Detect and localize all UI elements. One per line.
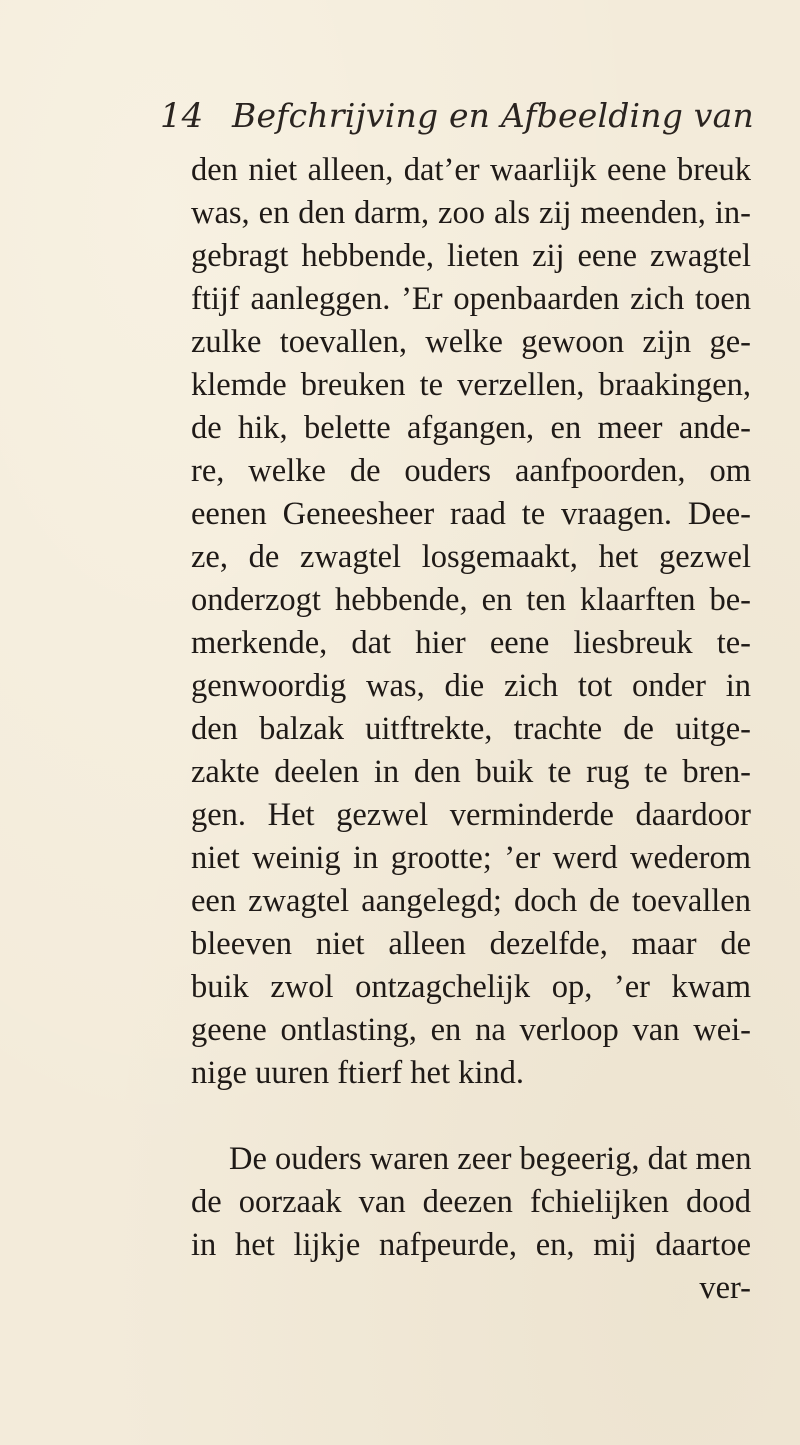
text-line: re, welke de ouders aanfpoorden, om bbox=[191, 453, 751, 489]
body-text bbox=[191, 149, 751, 1310]
text-line: zakte deelen in den buik te rug te bren- bbox=[191, 754, 751, 790]
running-title: Befchrijving en Afbeelding van bbox=[232, 96, 754, 135]
paragraph bbox=[191, 149, 751, 1095]
text-line: zulke toevallen, welke gewoon zijn ge- bbox=[191, 324, 751, 360]
text-line: genwoordig was, die zich tot onder in bbox=[191, 668, 751, 704]
text-line: de hik, belette afgangen, en meer ande- bbox=[191, 410, 751, 446]
text-line: bleeven niet alleen dezelfde, maar de bbox=[191, 926, 751, 962]
text-line: de oorzaak van deezen fchielijken dood bbox=[191, 1184, 751, 1220]
text-line: De ouders waren zeer begeerig, dat men bbox=[229, 1141, 752, 1177]
text-line: gen. Het gezwel verminderde daardoor bbox=[191, 797, 751, 833]
text-line: buik zwol ontzagchelijk op, ’er kwam bbox=[191, 969, 751, 1005]
text-line: in het lijkje nafpeurde, en, mij daartoe bbox=[191, 1227, 751, 1263]
text-line: een zwagtel aangelegd; doch de toevallen bbox=[191, 883, 751, 919]
text-line: nige uuren ftierf het kind. bbox=[191, 1055, 525, 1091]
text-line: gebragt hebbende, lieten zij eene zwagtel bbox=[191, 238, 751, 274]
page-number: 14 bbox=[160, 96, 204, 136]
text-line: eenen Geneesheer raad te vraagen. Dee- bbox=[191, 496, 751, 532]
text-line: ftijf aanleggen. ’Er openbaarden zich toen bbox=[191, 281, 751, 317]
text-line: onderzogt hebbende, en ten klaarften be- bbox=[191, 582, 751, 618]
text-line: ze, de zwagtel losgemaakt, het gezwel bbox=[191, 539, 751, 575]
text-line: den niet alleen, dat’er waarlijk eene breuk bbox=[191, 152, 751, 188]
text-line: geene ontlasting, en na verloop van wei- bbox=[191, 1012, 751, 1048]
catchword: ver- bbox=[699, 1270, 751, 1306]
text-line: klemde breuken te verzellen, braakingen, bbox=[191, 367, 751, 403]
text-line: merkende, dat hier eene liesbreuk te- bbox=[191, 625, 751, 661]
paragraph bbox=[191, 1138, 751, 1267]
paragraph-break bbox=[191, 1095, 751, 1138]
page-header bbox=[160, 96, 760, 146]
text-line: was, en den darm, zoo als zij meenden, in- bbox=[191, 195, 751, 231]
text-line: niet weinig in grootte; ’er werd wederom bbox=[191, 840, 751, 876]
text-line: den balzak uitftrekte, trachte de uitge- bbox=[191, 711, 751, 747]
